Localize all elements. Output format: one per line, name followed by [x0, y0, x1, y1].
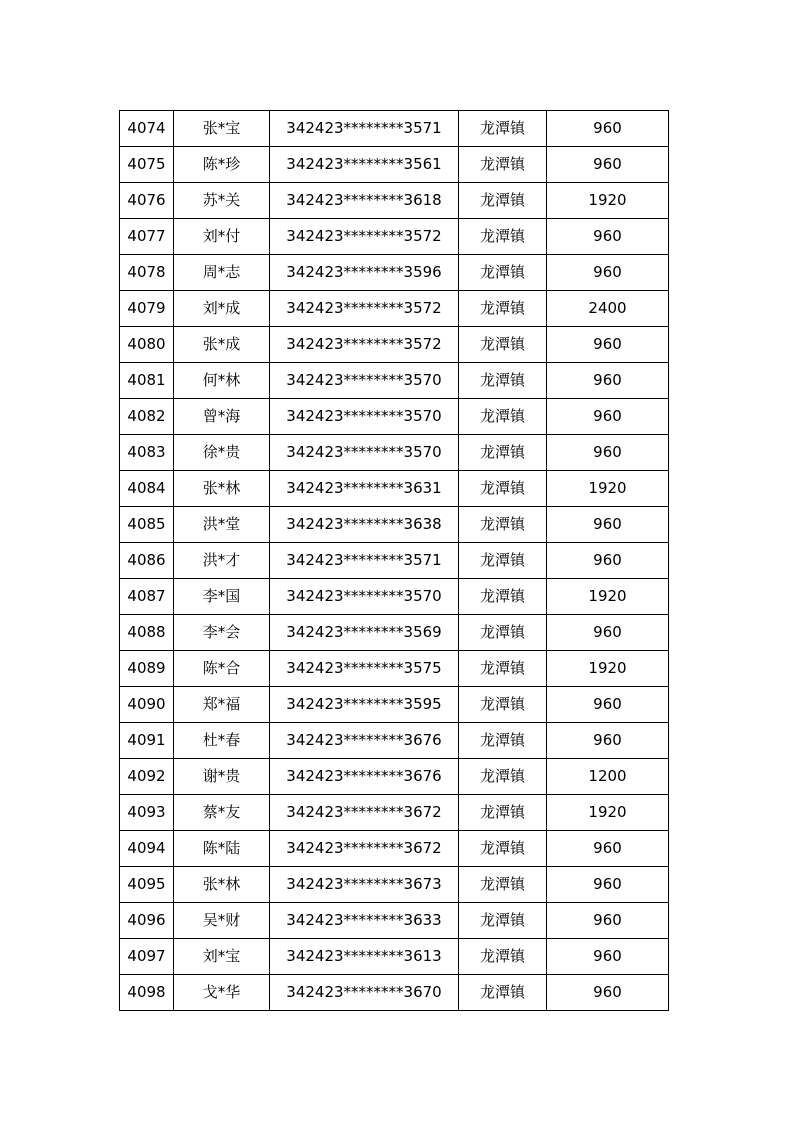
id-number-cell: 342423********3575 — [270, 651, 459, 687]
row-number-cell: 4094 — [120, 831, 174, 867]
id-number-cell: 342423********3618 — [270, 183, 459, 219]
row-number-cell: 4082 — [120, 399, 174, 435]
name-cell: 刘*付 — [174, 219, 270, 255]
amount-cell: 960 — [547, 255, 669, 291]
amount-cell: 2400 — [547, 291, 669, 327]
town-cell: 龙潭镇 — [459, 183, 547, 219]
amount-cell: 960 — [547, 975, 669, 1011]
name-cell: 张*林 — [174, 867, 270, 903]
amount-cell: 960 — [547, 399, 669, 435]
amount-cell: 1920 — [547, 579, 669, 615]
amount-cell: 960 — [547, 615, 669, 651]
table-row — [120, 435, 669, 471]
name-cell: 谢*贵 — [174, 759, 270, 795]
row-number-cell: 4089 — [120, 651, 174, 687]
table-row — [120, 795, 669, 831]
id-number-cell: 342423********3633 — [270, 903, 459, 939]
town-cell: 龙潭镇 — [459, 435, 547, 471]
table-row — [120, 831, 669, 867]
town-cell: 龙潭镇 — [459, 543, 547, 579]
town-cell: 龙潭镇 — [459, 219, 547, 255]
amount-cell: 960 — [547, 507, 669, 543]
id-number-cell: 342423********3672 — [270, 795, 459, 831]
name-cell: 何*林 — [174, 363, 270, 399]
name-cell: 洪*堂 — [174, 507, 270, 543]
id-number-cell: 342423********3571 — [270, 543, 459, 579]
id-number-cell: 342423********3672 — [270, 831, 459, 867]
row-number-cell: 4076 — [120, 183, 174, 219]
town-cell: 龙潭镇 — [459, 687, 547, 723]
row-number-cell: 4090 — [120, 687, 174, 723]
table-row — [120, 687, 669, 723]
name-cell: 张*宝 — [174, 111, 270, 147]
town-cell: 龙潭镇 — [459, 111, 547, 147]
table-row — [120, 363, 669, 399]
row-number-cell: 4077 — [120, 219, 174, 255]
town-cell: 龙潭镇 — [459, 759, 547, 795]
name-cell: 陈*陆 — [174, 831, 270, 867]
table-row — [120, 219, 669, 255]
id-number-cell: 342423********3676 — [270, 759, 459, 795]
name-cell: 陈*合 — [174, 651, 270, 687]
town-cell: 龙潭镇 — [459, 399, 547, 435]
row-number-cell: 4084 — [120, 471, 174, 507]
amount-cell: 960 — [547, 363, 669, 399]
table-row — [120, 651, 669, 687]
name-cell: 李*会 — [174, 615, 270, 651]
table-row — [120, 255, 669, 291]
table-row — [120, 615, 669, 651]
id-number-cell: 342423********3631 — [270, 471, 459, 507]
town-cell: 龙潭镇 — [459, 363, 547, 399]
id-number-cell: 342423********3670 — [270, 975, 459, 1011]
id-number-cell: 342423********3673 — [270, 867, 459, 903]
row-number-cell: 4093 — [120, 795, 174, 831]
town-cell: 龙潭镇 — [459, 327, 547, 363]
row-number-cell: 4087 — [120, 579, 174, 615]
town-cell: 龙潭镇 — [459, 651, 547, 687]
name-cell: 曾*海 — [174, 399, 270, 435]
row-number-cell: 4095 — [120, 867, 174, 903]
table-row — [120, 867, 669, 903]
id-number-cell: 342423********3570 — [270, 399, 459, 435]
town-cell: 龙潭镇 — [459, 255, 547, 291]
table-row — [120, 147, 669, 183]
table-body — [120, 111, 669, 1011]
amount-cell: 960 — [547, 831, 669, 867]
id-number-cell: 342423********3569 — [270, 615, 459, 651]
town-cell: 龙潭镇 — [459, 939, 547, 975]
amount-cell: 1920 — [547, 795, 669, 831]
name-cell: 徐*贵 — [174, 435, 270, 471]
row-number-cell: 4079 — [120, 291, 174, 327]
town-cell: 龙潭镇 — [459, 831, 547, 867]
amount-cell: 960 — [547, 147, 669, 183]
amount-cell: 960 — [547, 687, 669, 723]
row-number-cell: 4083 — [120, 435, 174, 471]
row-number-cell: 4075 — [120, 147, 174, 183]
town-cell: 龙潭镇 — [459, 723, 547, 759]
id-number-cell: 342423********3572 — [270, 219, 459, 255]
name-cell: 戈*华 — [174, 975, 270, 1011]
town-cell: 龙潭镇 — [459, 291, 547, 327]
id-number-cell: 342423********3596 — [270, 255, 459, 291]
row-number-cell: 4081 — [120, 363, 174, 399]
amount-cell: 1200 — [547, 759, 669, 795]
table-row — [120, 903, 669, 939]
row-number-cell: 4080 — [120, 327, 174, 363]
table-row — [120, 507, 669, 543]
amount-cell: 960 — [547, 219, 669, 255]
amount-cell: 960 — [547, 327, 669, 363]
town-cell: 龙潭镇 — [459, 471, 547, 507]
name-cell: 吴*财 — [174, 903, 270, 939]
table-row — [120, 327, 669, 363]
amount-cell: 960 — [547, 903, 669, 939]
town-cell: 龙潭镇 — [459, 579, 547, 615]
id-number-cell: 342423********3570 — [270, 435, 459, 471]
id-number-cell: 342423********3638 — [270, 507, 459, 543]
name-cell: 郑*福 — [174, 687, 270, 723]
id-number-cell: 342423********3613 — [270, 939, 459, 975]
id-number-cell: 342423********3570 — [270, 363, 459, 399]
id-number-cell: 342423********3571 — [270, 111, 459, 147]
name-cell: 陈*珍 — [174, 147, 270, 183]
town-cell: 龙潭镇 — [459, 903, 547, 939]
name-cell: 周*志 — [174, 255, 270, 291]
town-cell: 龙潭镇 — [459, 147, 547, 183]
town-cell: 龙潭镇 — [459, 795, 547, 831]
town-cell: 龙潭镇 — [459, 975, 547, 1011]
table-row — [120, 939, 669, 975]
table-row — [120, 723, 669, 759]
id-number-cell: 342423********3570 — [270, 579, 459, 615]
amount-cell: 1920 — [547, 651, 669, 687]
amount-cell: 960 — [547, 435, 669, 471]
table-row — [120, 111, 669, 147]
row-number-cell: 4088 — [120, 615, 174, 651]
name-cell: 张*成 — [174, 327, 270, 363]
amount-cell: 960 — [547, 723, 669, 759]
row-number-cell: 4086 — [120, 543, 174, 579]
id-number-cell: 342423********3595 — [270, 687, 459, 723]
row-number-cell: 4097 — [120, 939, 174, 975]
table-row — [120, 183, 669, 219]
name-cell: 张*林 — [174, 471, 270, 507]
town-cell: 龙潭镇 — [459, 615, 547, 651]
row-number-cell: 4074 — [120, 111, 174, 147]
amount-cell: 960 — [547, 111, 669, 147]
town-cell: 龙潭镇 — [459, 507, 547, 543]
id-number-cell: 342423********3561 — [270, 147, 459, 183]
id-number-cell: 342423********3572 — [270, 327, 459, 363]
row-number-cell: 4078 — [120, 255, 174, 291]
name-cell: 苏*关 — [174, 183, 270, 219]
row-number-cell: 4091 — [120, 723, 174, 759]
table-row — [120, 759, 669, 795]
name-cell: 刘*宝 — [174, 939, 270, 975]
row-number-cell: 4085 — [120, 507, 174, 543]
table-row — [120, 975, 669, 1011]
name-cell: 杜*春 — [174, 723, 270, 759]
row-number-cell: 4096 — [120, 903, 174, 939]
amount-cell: 1920 — [547, 471, 669, 507]
row-number-cell: 4098 — [120, 975, 174, 1011]
name-cell: 洪*才 — [174, 543, 270, 579]
name-cell: 李*国 — [174, 579, 270, 615]
id-number-cell: 342423********3572 — [270, 291, 459, 327]
table-row — [120, 399, 669, 435]
amount-cell: 960 — [547, 543, 669, 579]
amount-cell: 1920 — [547, 183, 669, 219]
table-row — [120, 291, 669, 327]
name-cell: 刘*成 — [174, 291, 270, 327]
amount-cell: 960 — [547, 867, 669, 903]
table-row — [120, 543, 669, 579]
name-cell: 蔡*友 — [174, 795, 270, 831]
table-row — [120, 471, 669, 507]
amount-cell: 960 — [547, 939, 669, 975]
row-number-cell: 4092 — [120, 759, 174, 795]
town-cell: 龙潭镇 — [459, 867, 547, 903]
table-row — [120, 579, 669, 615]
subsidy-list-table — [119, 110, 669, 1011]
id-number-cell: 342423********3676 — [270, 723, 459, 759]
